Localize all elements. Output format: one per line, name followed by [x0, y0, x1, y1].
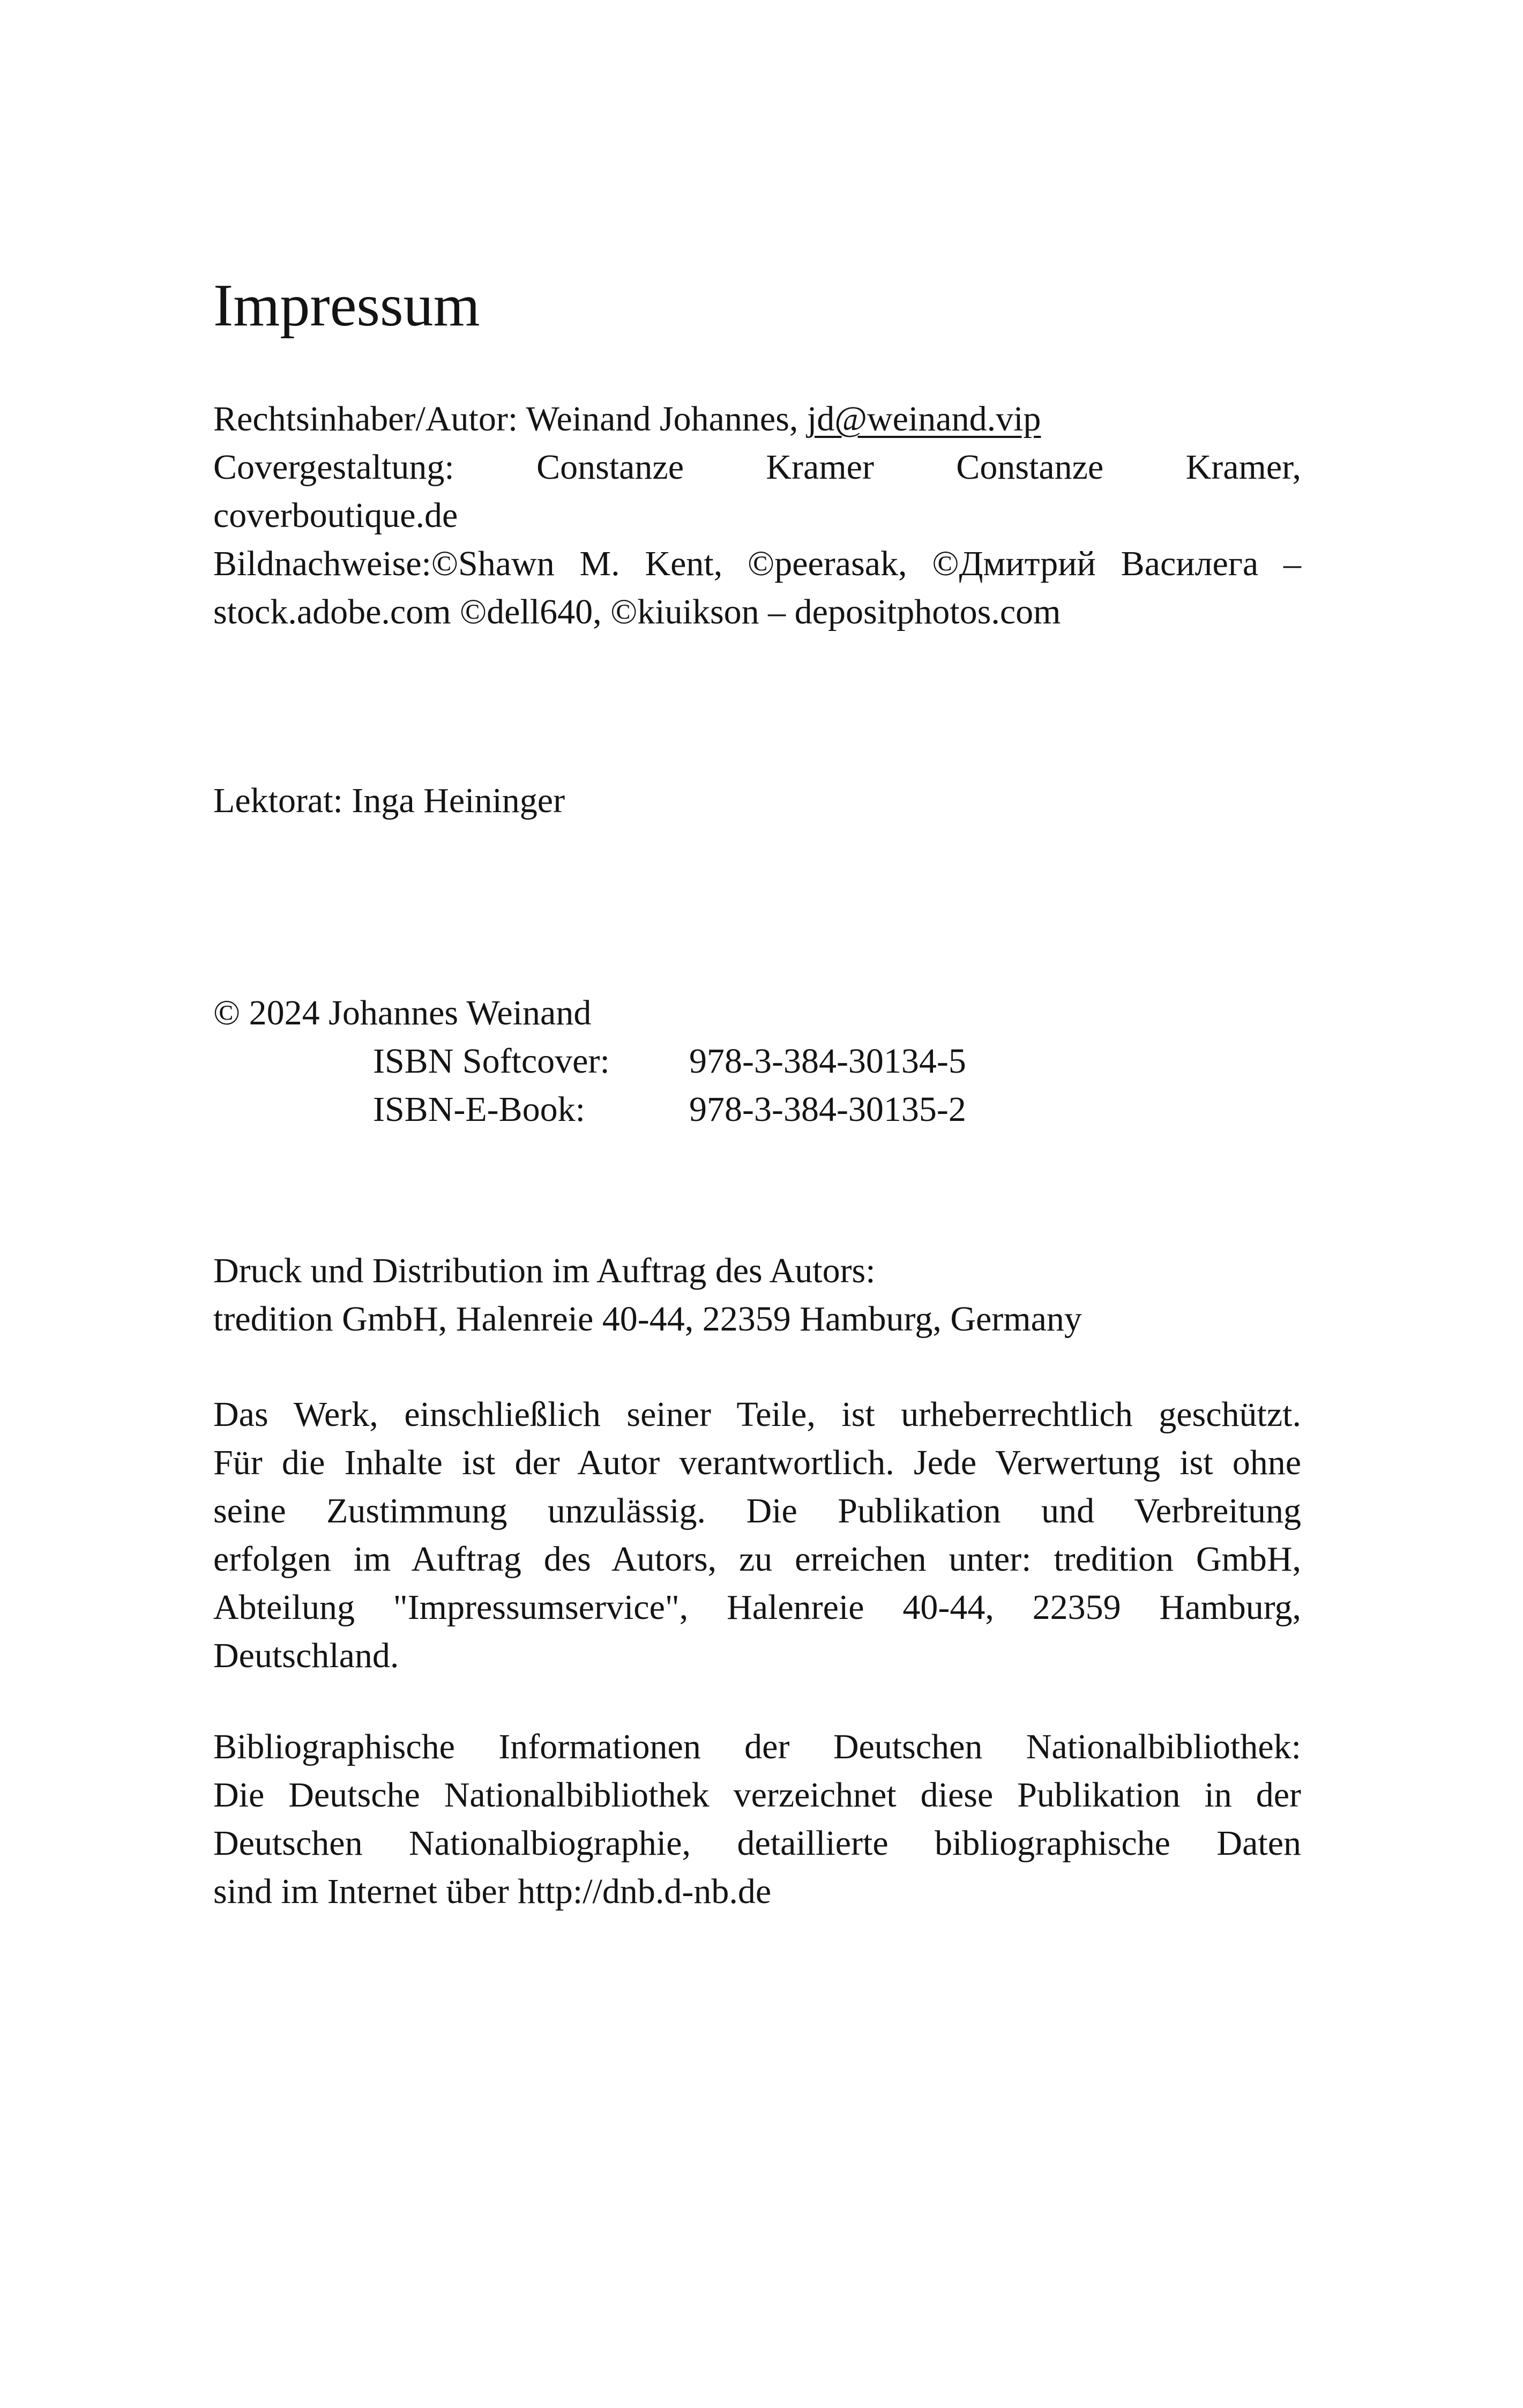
copyright-line: © 2024 Johannes Weinand	[213, 993, 592, 1032]
cover-design-line: Covergestaltung: Constanze Kramer Constanze Kramer,	[213, 448, 1301, 487]
rights-holder-label: Rechtsinhaber/Autor: Weinand Johannes,	[213, 399, 807, 439]
isbn-row	[213, 1086, 1301, 1134]
cover-design-line-2: coverboutique.de	[213, 496, 458, 535]
isbn-value: 978-3-384-30135-2	[689, 1090, 966, 1129]
paragraph-line: Das Werk, einschließlich seiner Teile, ist urheberrechtlich geschützt.	[213, 1395, 1301, 1434]
author-email-link[interactable]: jd@weinand.vip	[807, 399, 1041, 439]
print-distribution-line: Druck und Distribution im Auftrag des Autors:	[213, 1251, 876, 1290]
isbn-row	[213, 1037, 1301, 1086]
paragraph-line: erfolgen im Auftrag des Autors, zu erreichen unter: tredition GmbH,	[213, 1540, 1301, 1579]
copyright-notice-paragraph	[213, 1391, 1301, 1680]
image-credits-line: Bildnachweise:©Shawn M. Kent, ©peerasak, ©Дмитрий Василега –	[213, 544, 1301, 583]
publisher-address-line: tredition GmbH, Halenreie 40-44, 22359 Hamburg, Germany	[213, 1299, 1082, 1339]
isbn-label: ISBN Softcover:	[373, 1042, 610, 1081]
editor-line: Lektorat: Inga Heininger	[213, 781, 565, 820]
copyright-section	[213, 989, 1301, 1134]
paragraph-line: Deutschland.	[213, 1636, 399, 1675]
isbn-label: ISBN-E-Book:	[373, 1090, 585, 1129]
paragraph-line: Die Deutsche Nationalbibliothek verzeichnet diese Publikation in der	[213, 1775, 1301, 1815]
paragraph-line: seine Zustimmung unzulässig. Die Publikation und Verbreitung	[213, 1491, 1301, 1530]
image-credits-line-2: stock.adobe.com ©dell640, ©kiuikson – depositphotos.com	[213, 592, 1061, 631]
rights-holder-line	[213, 395, 1301, 443]
paragraph-line: sind im Internet über http://dnb.d-nb.de	[213, 1872, 772, 1911]
paragraph-line: Bibliographische Informationen der Deutschen Nationalbibliothek:	[213, 1727, 1301, 1766]
bibliographic-info-paragraph	[213, 1723, 1301, 1916]
isbn-value: 978-3-384-30134-5	[689, 1042, 966, 1081]
paragraph-line: Abteilung "Impressumservice", Halenreie 40-44, 22359 Hamburg,	[213, 1588, 1301, 1627]
paragraph-line: Deutschen Nationalbiographie, detaillierte bibliographische Daten	[213, 1824, 1301, 1863]
editor-section	[213, 777, 1301, 825]
print-distribution-section	[213, 1247, 1301, 1343]
credits-section	[213, 395, 1301, 636]
page-title: Impressum	[213, 272, 480, 339]
paragraph-line: Für die Inhalte ist der Autor verantwortlich. Jede Verwertung ist ohne	[213, 1443, 1301, 1482]
